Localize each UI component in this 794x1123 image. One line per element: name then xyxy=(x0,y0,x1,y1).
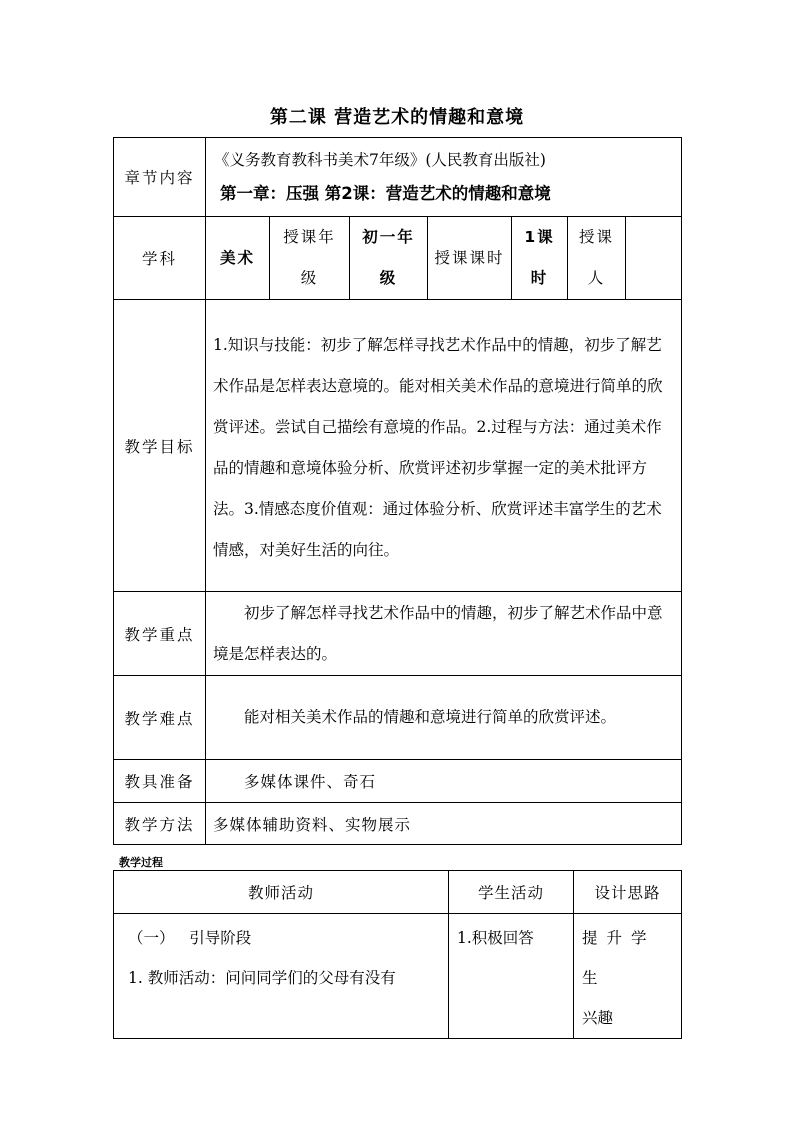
chapter-label: 章节内容 xyxy=(114,138,206,217)
teacher-label: 授课人 xyxy=(568,217,626,300)
process-teacher-cell xyxy=(114,914,449,1039)
process-header-student: 学生活动 xyxy=(449,871,574,914)
key-points-text: 初步了解怎样寻找艺术作品中的情趣，初步了解艺术作品中意境是怎样表达的。 xyxy=(206,592,682,676)
key-points-label: 教学重点 xyxy=(114,592,206,676)
process-design-line2: 兴趣 xyxy=(582,1009,614,1027)
difficulties-text: 能对相关美术作品的情趣和意境进行简单的欣赏评述。 xyxy=(206,676,682,760)
process-design-cell xyxy=(574,914,682,1039)
chapter-row xyxy=(114,138,682,217)
grade-label: 授课年级 xyxy=(270,217,350,300)
chapter-content xyxy=(206,138,682,217)
hours-value: 1课时 xyxy=(512,217,568,300)
process-row xyxy=(114,914,682,1039)
key-points-row xyxy=(114,592,682,676)
teacher-value xyxy=(626,217,682,300)
chapter-book: 《义务教育教科书美术7年级》(人民教育出版社) xyxy=(214,151,546,169)
process-teacher-activity: 1. 教师活动：问问同学们的父母有没有 xyxy=(128,969,396,987)
subject-label: 学科 xyxy=(114,217,206,300)
methods-row xyxy=(114,803,682,845)
process-header-row xyxy=(114,871,682,914)
subject-row xyxy=(114,217,682,300)
goals-row xyxy=(114,300,682,592)
process-header-teacher: 教师活动 xyxy=(114,871,449,914)
hours-label: 授课课时 xyxy=(428,217,512,300)
methods-label: 教学方法 xyxy=(114,803,206,845)
process-design-line1: 提升学生 xyxy=(582,929,656,987)
grade-value: 初一年级 xyxy=(350,217,428,300)
subject-value: 美术 xyxy=(206,217,270,300)
difficulties-row xyxy=(114,676,682,760)
lesson-info-table xyxy=(113,137,682,845)
tools-label: 教具准备 xyxy=(114,760,206,803)
process-table xyxy=(113,870,682,1039)
process-student-cell: 1.积极回答 xyxy=(449,914,574,1039)
process-label: 教学过程 xyxy=(119,856,163,869)
tools-text: 多媒体课件、奇石 xyxy=(206,760,682,803)
tools-row xyxy=(114,760,682,803)
process-header-design: 设计思路 xyxy=(574,871,682,914)
page-title: 第二课 营造艺术的情趣和意境 xyxy=(269,107,525,128)
goals-label: 教学目标 xyxy=(114,300,206,592)
process-stage: （一） 引导阶段 xyxy=(128,929,252,947)
chapter-lesson: 第一章：压强 第2课：营造艺术的情趣和意境 xyxy=(220,184,551,203)
methods-text: 多媒体辅助资料、实物展示 xyxy=(206,803,682,845)
difficulties-label: 教学难点 xyxy=(114,676,206,760)
goals-text: 1.知识与技能：初步了解怎样寻找艺术作品中的情趣，初步了解艺术作品是怎样表达意境的。能对相关美术作品的意境进行简单的欣赏评述。尝试自己描绘有意境的作品。2.过程与方法：通过美术作品的情趣和意境体验分析、欣赏评述初步掌握一定的美术批评方法。3.情感态度价值观：通过体验分析、欣赏评述丰富学生的艺术情感，对美好生活的向往。 xyxy=(206,300,682,592)
